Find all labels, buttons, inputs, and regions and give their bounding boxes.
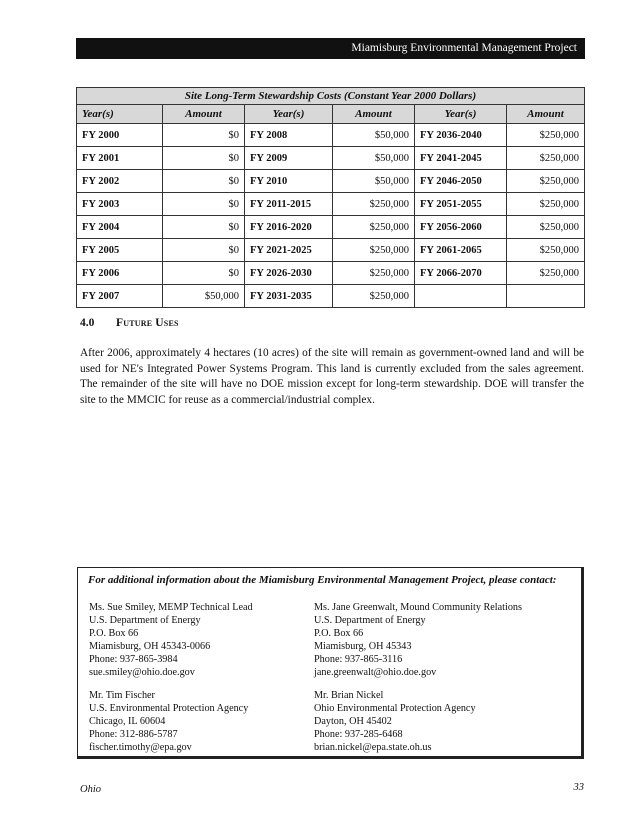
amount-cell: $0: [163, 193, 245, 216]
year-cell: FY 2036-2040: [415, 124, 507, 147]
section-paragraph: After 2006, approximately 4 hectares (10 acres) of the site will remain as government-owned land and will be used for NE's Integrated Power Systems Program. This land is currently excluded from the sales agreement. The remainder of the site will have no DOE mission except for long-term stewardship. DOE will transfer the site to the MMCIC for reuse as a commercial/industrial complex.: [80, 347, 584, 406]
table-row: [77, 216, 585, 239]
amount-cell: $50,000: [333, 147, 415, 170]
contact-line: Phone: 937-865-3984: [89, 653, 178, 665]
year-cell: FY 2006: [77, 262, 163, 285]
column-header: Amount: [333, 105, 415, 124]
year-cell: FY 2010: [245, 170, 333, 193]
contact-line: Mr. Brian Nickel: [314, 690, 384, 702]
contact-line: jane.greenwalt@ohio.doe.gov: [314, 666, 437, 678]
year-cell: FY 2066-2070: [415, 262, 507, 285]
column-header: Year(s): [245, 105, 333, 124]
contact-line: Ohio Environmental Protection Agency: [314, 703, 476, 715]
amount-cell: $250,000: [507, 262, 585, 285]
year-cell: FY 2007: [77, 285, 163, 308]
amount-cell: $250,000: [507, 216, 585, 239]
contact-line: fischer.timothy@epa.gov: [89, 742, 192, 754]
section-number: 4.0: [80, 317, 95, 329]
amount-cell: $50,000: [163, 285, 245, 308]
contact-column-right: [314, 602, 522, 766]
amount-cell: $250,000: [333, 262, 415, 285]
amount-cell: $250,000: [333, 216, 415, 239]
amount-cell: $250,000: [507, 170, 585, 193]
year-cell: FY 2016-2020: [245, 216, 333, 239]
contact-line: U.S. Environmental Protection Agency: [89, 703, 249, 715]
section-title: Future Uses: [116, 317, 179, 329]
contact-line: Miamisburg, OH 45343: [314, 640, 412, 652]
year-cell: FY 2005: [77, 239, 163, 262]
year-cell: FY 2061-2065: [415, 239, 507, 262]
amount-cell: $50,000: [333, 124, 415, 147]
year-cell: FY 2011-2015: [245, 193, 333, 216]
year-cell: FY 2008: [245, 124, 333, 147]
table-row: [77, 170, 585, 193]
amount-cell: $0: [163, 147, 245, 170]
year-cell: FY 2003: [77, 193, 163, 216]
table-body: [77, 124, 585, 308]
amount-cell: $0: [163, 216, 245, 239]
contact-line: P.O. Box 66: [89, 627, 139, 639]
contact-line: Miamisburg, OH 45343-0066: [89, 640, 211, 652]
year-cell: FY 2000: [77, 124, 163, 147]
footer-location: Ohio: [80, 784, 101, 795]
amount-cell: $250,000: [333, 193, 415, 216]
year-cell: FY 2026-2030: [245, 262, 333, 285]
amount-cell: $250,000: [333, 285, 415, 308]
amount-cell: $250,000: [507, 193, 585, 216]
year-cell: FY 2041-2045: [415, 147, 507, 170]
year-cell: FY 2021-2025: [245, 239, 333, 262]
contact-line: Mr. Tim Fischer: [89, 690, 155, 702]
header-title: Miamisburg Environmental Management Project: [351, 42, 577, 54]
year-cell: FY 2031-2035: [245, 285, 333, 308]
contact-entry: [314, 602, 522, 679]
year-cell: FY 2051-2055: [415, 193, 507, 216]
amount-cell: $0: [163, 170, 245, 193]
contact-line: U.S. Department of Energy: [89, 614, 201, 626]
table-caption: Site Long-Term Stewardship Costs (Constant Year 2000 Dollars): [77, 88, 585, 105]
table-row: [77, 193, 585, 216]
contact-line: Ms. Sue Smiley, MEMP Technical Lead: [89, 602, 253, 613]
contact-line: Phone: 937-285-6468: [314, 729, 403, 741]
table-row: [77, 262, 585, 285]
contact-line: Phone: 937-865-3116: [314, 653, 403, 665]
contact-entry: [89, 690, 253, 755]
amount-cell: $250,000: [507, 239, 585, 262]
contact-line: Chicago, IL 60604: [89, 716, 166, 728]
year-cell: FY 2009: [245, 147, 333, 170]
contact-entry: [314, 690, 522, 755]
column-header: Year(s): [77, 105, 163, 124]
amount-cell: $250,000: [507, 147, 585, 170]
contact-line: P.O. Box 66: [314, 627, 364, 639]
year-cell: FY 2004: [77, 216, 163, 239]
contact-box-title: For additional information about the Miamisburg Environmental Management Project, please contact:: [88, 574, 557, 586]
column-header: Year(s): [415, 105, 507, 124]
year-cell: FY 2002: [77, 170, 163, 193]
table-row: [77, 285, 585, 308]
amount-cell: $250,000: [507, 124, 585, 147]
amount-cell: [507, 285, 585, 308]
year-cell: FY 2001: [77, 147, 163, 170]
table-row: [77, 147, 585, 170]
contact-entry: [89, 602, 253, 679]
contact-info-box: [77, 567, 584, 759]
year-cell: [415, 285, 507, 308]
contact-line: U.S. Department of Energy: [314, 614, 426, 626]
amount-cell: $0: [163, 239, 245, 262]
page-number: 33: [573, 782, 584, 793]
contact-line: Phone: 312-886-5787: [89, 729, 178, 741]
column-header: Amount: [163, 105, 245, 124]
contact-column-left: [89, 602, 253, 766]
amount-cell: $0: [163, 124, 245, 147]
section-heading: [80, 317, 179, 329]
contact-line: sue.smiley@ohio.doe.gov: [89, 666, 195, 678]
contact-line: Dayton, OH 45402: [314, 716, 392, 728]
column-header: Amount: [507, 105, 585, 124]
contact-line: brian.nickel@epa.state.oh.us: [314, 742, 432, 754]
stewardship-costs-table: [76, 87, 585, 308]
contact-line: Ms. Jane Greenwalt, Mound Community Relations: [314, 602, 522, 613]
year-cell: FY 2056-2060: [415, 216, 507, 239]
year-cell: FY 2046-2050: [415, 170, 507, 193]
table-row: [77, 124, 585, 147]
amount-cell: $250,000: [333, 239, 415, 262]
amount-cell: $50,000: [333, 170, 415, 193]
document-header-banner: [76, 38, 585, 59]
table-row: [77, 239, 585, 262]
amount-cell: $0: [163, 262, 245, 285]
